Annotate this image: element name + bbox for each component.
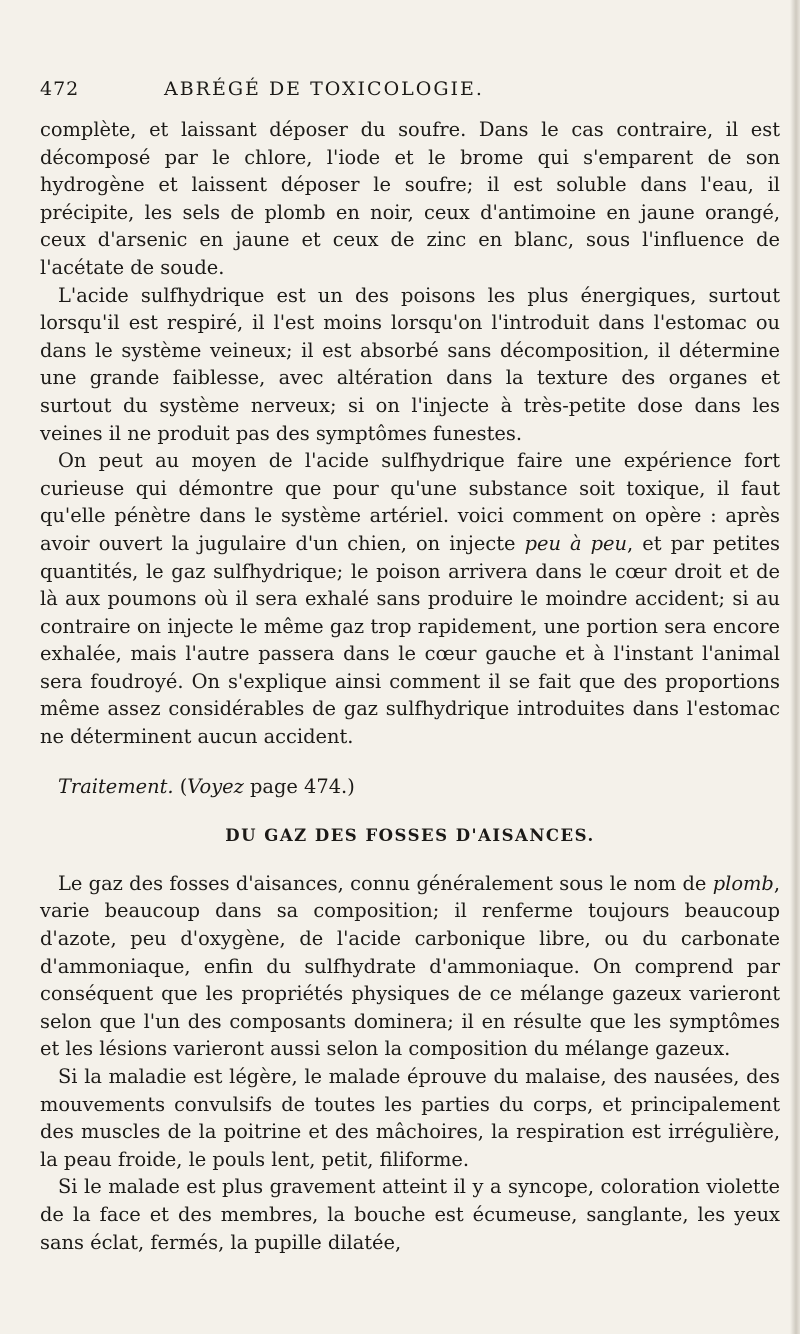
experiment-text-before: On peut au moyen de l'acide sulfhydrique faire une expérience fort curieuse qui démontre que pour qu'une substance soit toxique, il faut qu'elle pénètre dans le système artériel. voici comment on opère : après avoir ouvert la jugulaire d'un chien, on injecte xyxy=(40,449,780,555)
gas-text-after: , varie beaucoup dans sa composition; il renferme toujours beaucoup d'azote, peu d'oxygène, de l'acide carbonique libre, ou du carbonate d'ammoniaque, enfin du sulfhydrate d'ammoniaque. On comprend par conséquent que les propriétés physiques de ce mélange gazeux varieront selon que l'un des composants dominera; il en résulte que les symptômes et les lésions varieront aussi selon la composition du mélange gazeux. xyxy=(40,871,780,1061)
paragraph-severe-symptoms: Si le malade est plus gravement atteint il y a syncope, coloration violette de la face et des membres, la bouche est écumeuse, sanglante, les yeux sans éclat, fermés, la pupille dilatée, xyxy=(40,1175,780,1254)
page-number: 472 xyxy=(40,78,80,100)
paragraph-mild-symptoms: Si la maladie est légère, le malade éprouve du malaise, des nausées, des mouvements convulsifs de toutes les parties du corps, et principalement des muscles de la poitrine et des mâchoires, la respiration est irrégulière, la peau froide, le pouls lent, petit, filiforme. xyxy=(40,1065,780,1171)
treatment-see-open: ( xyxy=(179,774,188,798)
gas-italic: plomb xyxy=(712,871,774,895)
treatment-page-ref: page 474.) xyxy=(250,774,355,798)
running-title: ABRÉGÉ DE TOXICOLOGIE. xyxy=(164,78,484,100)
experiment-text-after: , et par petites quantités, le gaz sulfhydrique; le poison arrivera dans le cœur droit et de là aux poumons où il sera exhalé sans produire le moindre accident; si au contraire on injecte le même gaz trop rapidement, une portion sera encore exhalée, mais l'autre passera dans le cœur gauche et à l'instant l'animal sera foudroyé. On s'explique ainsi comment il se fait que des proportions même assez considérables de gaz sulfhydrique introduites dans l'estomac ne déterminent aucun accident. xyxy=(40,531,780,749)
paragraph-experiment xyxy=(40,447,780,751)
page-edge xyxy=(790,0,800,1334)
treatment-see: Voyez xyxy=(187,774,244,798)
experiment-italic: peu à peu xyxy=(524,531,628,555)
paragraph-gas-composition xyxy=(40,870,780,1063)
paragraph-acid-toxicity: L'acide sulfhydrique est un des poisons les plus énergiques, surtout lorsqu'il est respiré, il l'est moins lorsqu'on l'introduit dans l'estomac ou dans le système veineux; il est absorbé sans décomposition, il détermine une grande faiblesse, avec altération dans la texture des organes et surtout du système nerveux; si on l'injecte à très-petite dose dans les veines il ne produit pas des symptômes funestes. xyxy=(40,283,780,445)
running-header xyxy=(40,78,780,112)
treatment-line xyxy=(40,773,780,801)
section-title: DU GAZ DES FOSSES D'AISANCES. xyxy=(225,826,595,846)
page-body xyxy=(40,116,780,1256)
treatment-label: Traitement. xyxy=(58,774,174,798)
paragraph-continued: complète, et laissant déposer du soufre. Dans le cas contraire, il est décomposé par le chlore, l'iode et le brome qui s'emparent de son hydrogène et laissent déposer le soufre; il est soluble dans l'eau, il précipite, les sels de plomb en noir, ceux d'antimoine en jaune orangé, ceux d'arsenic en jaune et ceux de zinc en blanc, sous l'influence de l'acétate de soude. xyxy=(40,118,780,279)
gas-text-before: Le gaz des fosses d'aisances, connu généralement sous le nom de xyxy=(58,871,713,895)
